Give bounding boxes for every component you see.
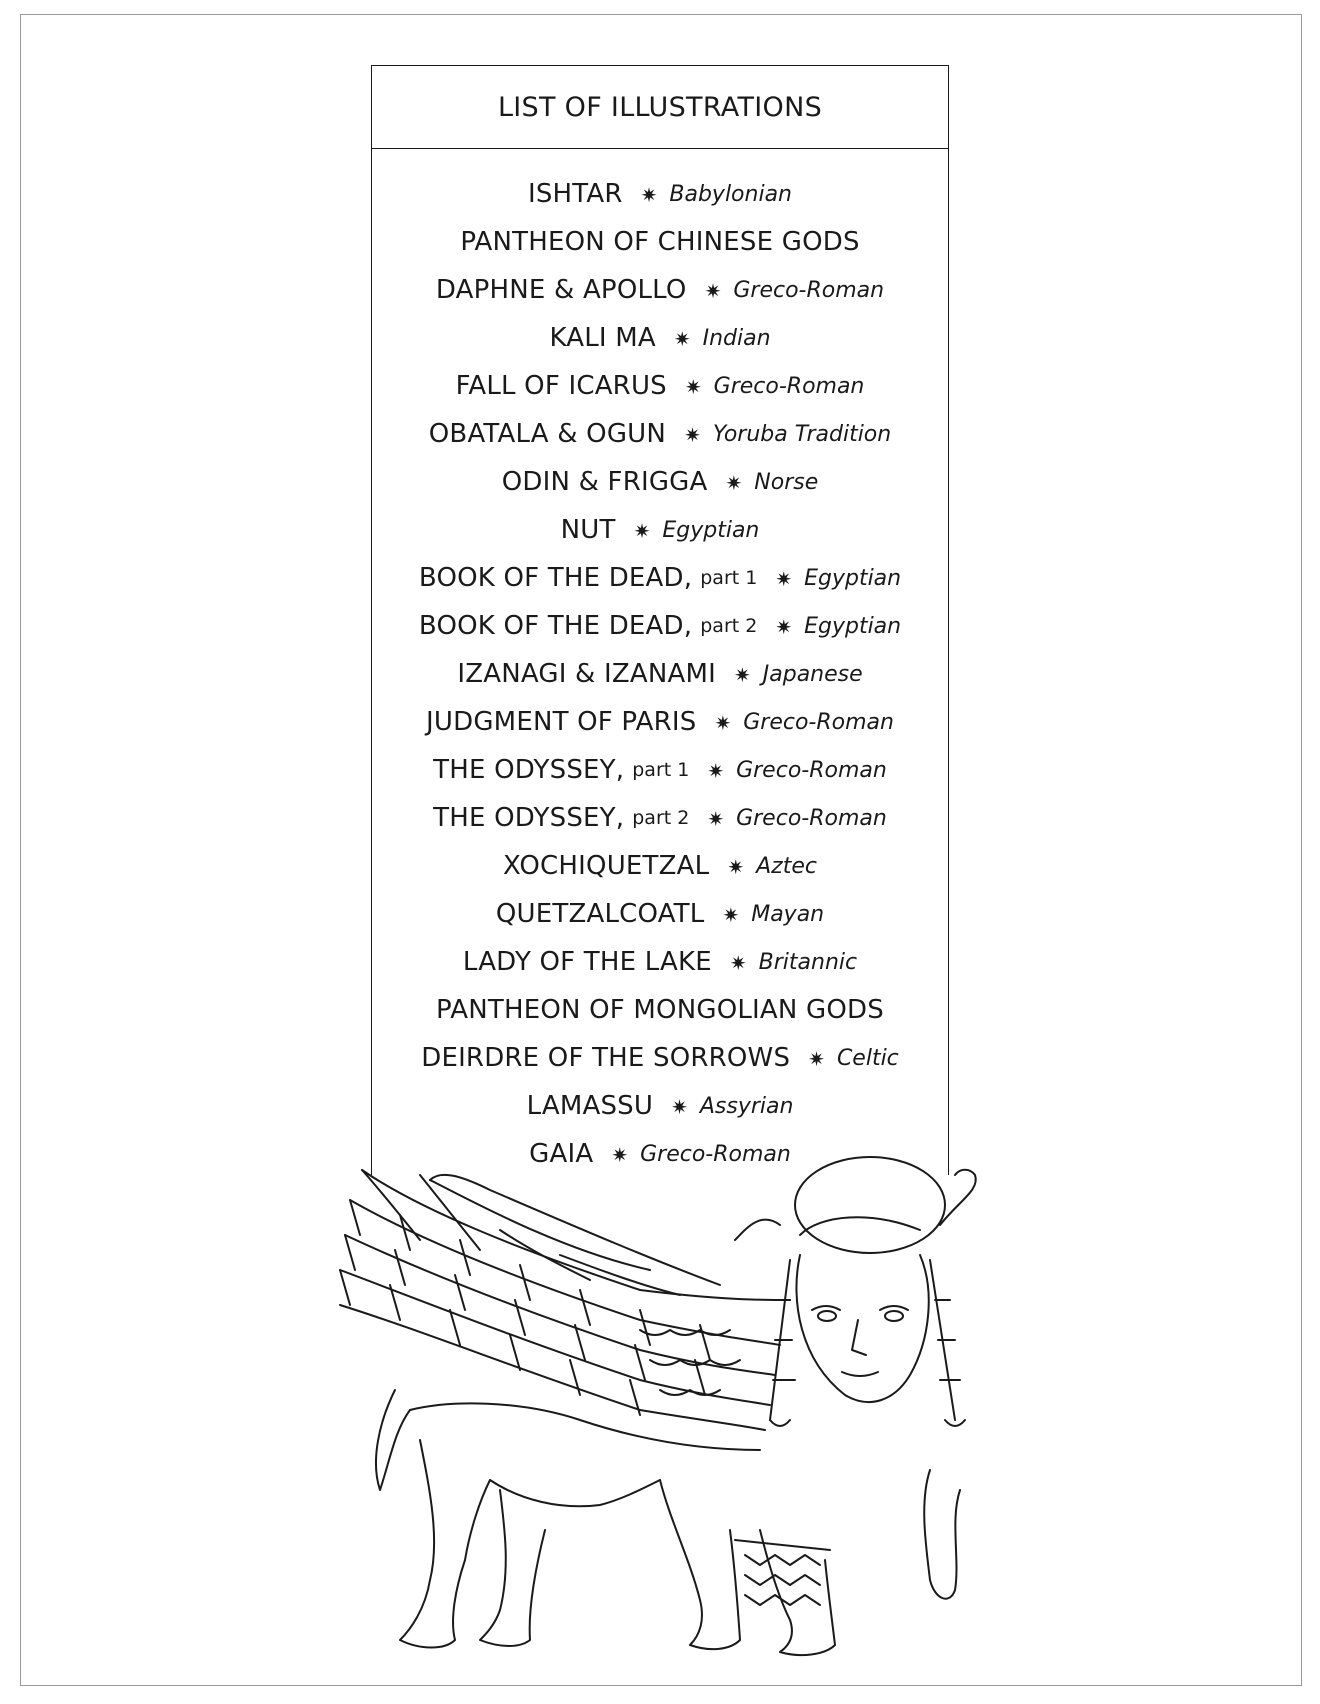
entry-title: THE ODYSSEY, <box>433 803 625 833</box>
entry-title: DAPHNE & APOLLO <box>435 275 687 305</box>
entry-origin: Mayan <box>751 901 825 927</box>
entry-title: JUDGMENT OF PARIS <box>426 707 697 737</box>
entry-origin: Greco-Roman <box>736 757 887 783</box>
entry-title: KALI MA <box>549 323 656 353</box>
entry-origin: Assyrian <box>699 1093 794 1119</box>
entry-origin: Egyptian <box>662 517 760 543</box>
entry-origin: Egyptian <box>804 613 902 639</box>
star-separator-icon: ✷ <box>684 423 701 447</box>
entry-origin: Indian <box>702 325 771 351</box>
star-separator-icon: ✷ <box>725 471 743 495</box>
star-separator-icon: ✷ <box>722 903 740 927</box>
entry-title: LADY OF THE LAKE <box>462 947 712 977</box>
entry-title: FALL OF ICARUS <box>455 371 667 401</box>
entry-origin: Greco-Roman <box>743 709 894 735</box>
star-separator-icon: ✷ <box>704 279 722 303</box>
entry-origin: Greco-Roman <box>733 277 885 303</box>
entry-origin: Greco-Roman <box>713 373 865 399</box>
entry-title: QUETZALCOATL <box>495 899 705 929</box>
entry-title: BOOK OF THE DEAD, <box>418 611 693 641</box>
head-lines <box>735 1157 976 1599</box>
entry-title: XOCHIQUETZAL <box>503 851 710 881</box>
wing-lines <box>340 1170 790 1430</box>
star-separator-icon: ✷ <box>640 183 658 207</box>
star-separator-icon: ✷ <box>775 567 793 591</box>
entry-title: LAMASSU <box>526 1091 654 1121</box>
entry-title: OBATALA & OGUN <box>428 419 667 449</box>
star-separator-icon: ✷ <box>633 519 651 543</box>
star-separator-icon: ✷ <box>611 1143 629 1167</box>
entry-title: PANTHEON OF CHINESE GODS <box>460 227 860 257</box>
entry-origin: Britannic <box>758 949 858 975</box>
entry-title: ODIN & FRIGGA <box>501 467 708 497</box>
entry-origin: Egyptian <box>804 565 902 591</box>
star-separator-icon: ✷ <box>707 807 725 831</box>
entry-part: part 2 <box>632 807 690 829</box>
entry-title: NUT <box>560 515 616 545</box>
star-separator-icon: ✷ <box>729 951 747 975</box>
entry-title: IZANAGI & IZANAMI <box>457 659 716 689</box>
entry-title: ISHTAR <box>527 179 623 209</box>
entry-title: PANTHEON OF MONGOLIAN GODS <box>436 995 884 1025</box>
entry-title: THE ODYSSEY, <box>433 755 625 785</box>
entry-origin: Greco-Roman <box>640 1141 791 1167</box>
star-separator-icon: ✷ <box>808 1047 825 1071</box>
star-separator-icon: ✷ <box>684 375 702 399</box>
star-separator-icon: ✷ <box>671 1095 688 1119</box>
page-title: LIST OF ILLUSTRATIONS <box>497 91 823 123</box>
star-separator-icon: ✷ <box>727 855 745 879</box>
entry-part: part 1 <box>700 567 758 589</box>
star-separator-icon: ✷ <box>714 711 732 735</box>
entry-origin: Celtic <box>836 1045 899 1071</box>
star-separator-icon: ✷ <box>707 759 725 783</box>
entry-title: GAIA <box>529 1139 594 1169</box>
star-separator-icon: ✷ <box>673 327 691 351</box>
entry-part: part 2 <box>700 615 758 637</box>
entry-origin: Yoruba Tradition <box>712 421 892 447</box>
entry-title: BOOK OF THE DEAD, <box>418 563 693 593</box>
entry-origin: Greco-Roman <box>736 805 887 831</box>
entry-origin: Aztec <box>756 853 817 879</box>
entry-origin: Norse <box>754 469 819 495</box>
entry-title: DEIRDRE OF THE SORROWS <box>421 1043 791 1073</box>
star-separator-icon: ✷ <box>734 663 751 687</box>
entry-origin: Babylonian <box>669 181 793 207</box>
star-separator-icon: ✷ <box>775 615 793 639</box>
entry-part: part 1 <box>632 759 690 781</box>
entry-origin: Japanese <box>762 661 863 687</box>
body-lines <box>376 1390 835 1655</box>
